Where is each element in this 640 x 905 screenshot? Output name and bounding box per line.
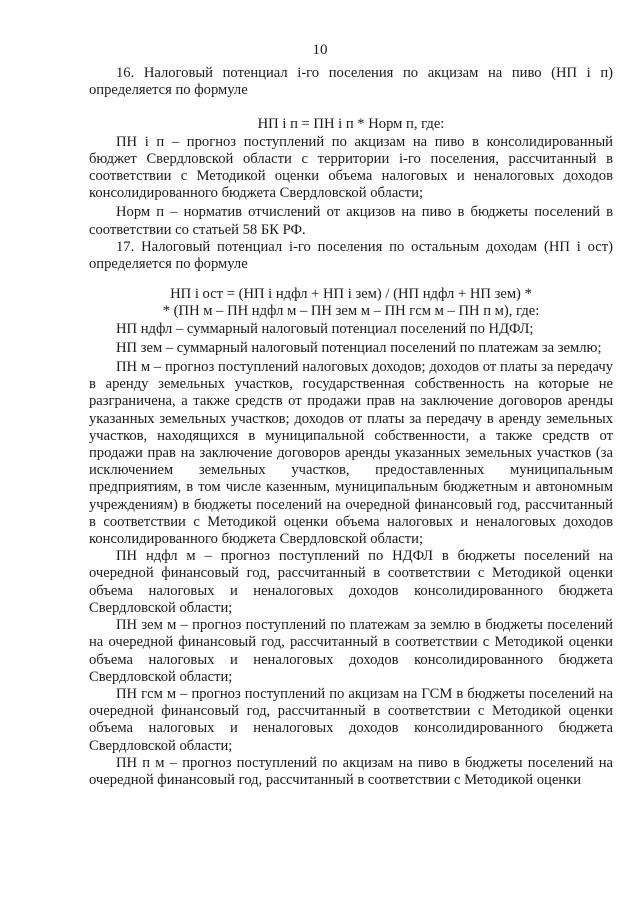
- definition-np-ndfl: НП ндфл – суммарный налоговый потенциал поселений по НДФЛ;: [116, 320, 534, 337]
- definition-pn-i-p: ПН i п – прогноз поступлений по акцизам на пиво в консолидированный бюджет Свердловской области с территории i-го поселения, рассчитанный в соответствии с Методикой оценки объема налоговых и неналоговых доходов консолидированного бюджета Свердловской области;: [89, 133, 613, 202]
- paragraph-16: 16. Налоговый потенциал i-го поселения по акцизам на пиво (НП i п) определяется по формуле: [89, 65, 613, 99]
- definition-pn-p-m: ПН п м – прогноз поступлений по акцизам на пиво в бюджеты поселений на очередной финансовый год, рассчитанный в соответствии с Методикой оценки: [89, 754, 613, 788]
- paragraph-17: 17. Налоговый потенциал i-го поселения по остальным доходам (НП i ост) определяется по формуле: [89, 238, 613, 273]
- definition-pn-gsm-m: ПН гсм м – прогноз поступлений по акцизам на ГСМ в бюджеты поселений на очередной финансовый год, рассчитанный в соответствии с Методикой оценки объема налоговых и неналоговых доходов консолидированного бюджета Свердловской области;: [89, 685, 613, 754]
- page-number: 10: [312, 42, 328, 58]
- definition-pn-ndfl-m: ПН ндфл м – прогноз поступлений по НДФЛ в бюджеты поселений на очередной финансовый год, рассчитанный в соответствии с Методикой оценки объема налоговых и неналоговых доходов консолидированного бюджета Свердловской области;: [89, 548, 613, 616]
- formula-beer: НП i п = ПН i п * Норм п, где:: [257, 116, 445, 133]
- definition-np-zem: НП зем – суммарный налоговый потенциал поселений по платежам за землю;: [116, 339, 602, 356]
- definition-pn-zem-m: ПН зем м – прогноз поступлений по платежам за землю в бюджеты поселений на очередной финансовый год, рассчитанный в соответствии с Методикой оценки объема налоговых и неналоговых доходов консолидированного бюджета Свердловской области;: [89, 617, 613, 685]
- definition-pn-m: ПН м – прогноз поступлений налоговых доходов; доходов от платы за передачу в аренду земельных участков, государственная собственность на которые не разграничена, а также средств от продажи прав на заключение договоров аренды указанных земельных участков; доходов от платы за передачу в аренду земельных участков, находящихся в муниципальной собственности, а также средств от продажи прав на заключение договоров аренды указанных земельных участков (за исключением земельных участков, предоставленных муниципальным предприятиям, в том числе казенным, муниципальным бюджетным и автономным учреждениям) в бюджеты поселений на очередной финансовый год, рассчитанный в соответствии с Методикой оценки объема налоговых и неналоговых доходов консолидированного бюджета Свердловской области;: [89, 359, 613, 548]
- formula-other-line-2: * (ПН м – ПН ндфл м – ПН зем м – ПН гсм м – ПН п м), где:: [162, 303, 540, 320]
- document-body: [89, 65, 613, 789]
- definition-norm-p: Норм п – норматив отчислений от акцизов на пиво в бюджеты поселений в соответствии со статьей 58 БК РФ.: [89, 204, 613, 238]
- formula-other-line-1: НП i ост = (НП i ндфл + НП i зем) / (НП ндфл + НП зем) *: [170, 286, 532, 303]
